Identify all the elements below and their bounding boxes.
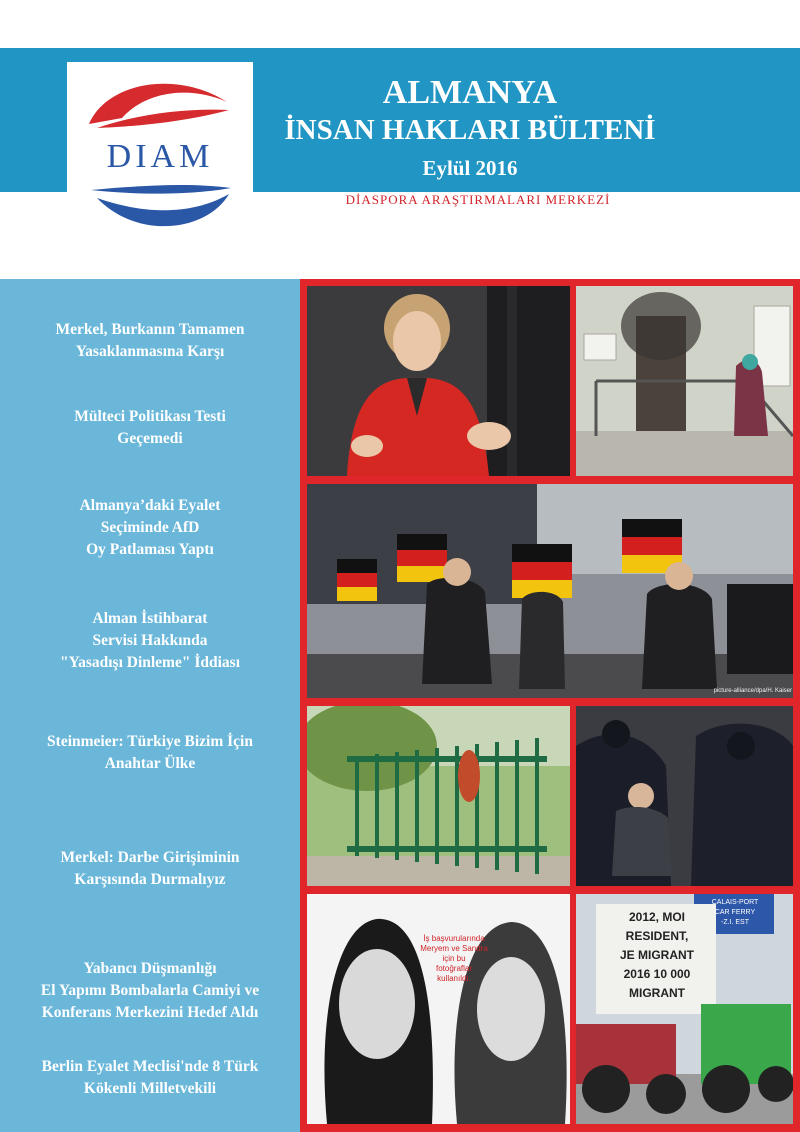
photo-mosque-door [576, 286, 793, 476]
photo-calais-tractors [576, 894, 793, 1124]
diam-logo [67, 62, 253, 240]
photo-afd-march [307, 484, 793, 698]
bulletin-subtitle: İNSAN HAKLARI BÜLTENİ [284, 114, 656, 146]
headline-5[interactable]: Steinmeier: Türkiye Bizim İçin Anahtar Ülke [47, 733, 253, 772]
photo-fence [307, 706, 570, 886]
headline-3[interactable]: Almanya’daki Eyalet Seçiminde AfD Oy Patlaması Yaptı [79, 497, 221, 558]
bulletin-title: ALMANYA [382, 74, 558, 111]
photo-caption-overlay: İş başvurularında Meryem ve Sandra için bu fotoğraflar kullanıldı. [420, 934, 488, 983]
photo-merkel [307, 286, 570, 476]
photo-credit: picture-alliance/dpa/H. Kaiser [713, 688, 792, 694]
center-name: DİASPORA ARAŞTIRMALARI MERKEZİ [345, 192, 611, 207]
headline-4[interactable]: Alman İstihbarat Servisi Hakkında "Yasadışı Dinleme" İddiası [60, 610, 240, 671]
headline-2[interactable]: Mülteci Politikası Testi Geçemedi [74, 408, 226, 447]
headline-7[interactable]: Yabancı Düşmanlığı El Yapımı Bombalarla Camiyi ve Konferans Merkezini Hedef Aldı [40, 960, 260, 1021]
logo-text: DIAM [106, 138, 214, 175]
photo-two-women [307, 894, 570, 1124]
calais-sign-text: CALAIS-PORT CAR FERRY -Z.I. EST [711, 899, 759, 926]
headline-8[interactable]: Berlin Eyalet Meclisi'nde 8 Türk Kökenli Milletvekili [41, 1058, 259, 1097]
photo-police [576, 706, 793, 886]
headline-1[interactable]: Merkel, Burkanın Tamamen Yasaklanmasına Karşı [55, 321, 245, 360]
headline-6[interactable]: Merkel: Darbe Girişiminin Karşısında Durmalıyız [60, 849, 240, 888]
bulletin-date: Eylül 2016 [422, 156, 518, 180]
banner-text: 2012, MOI RESIDENT, JE MIGRANT 2016 10 000 MIGRANT [619, 910, 694, 1000]
